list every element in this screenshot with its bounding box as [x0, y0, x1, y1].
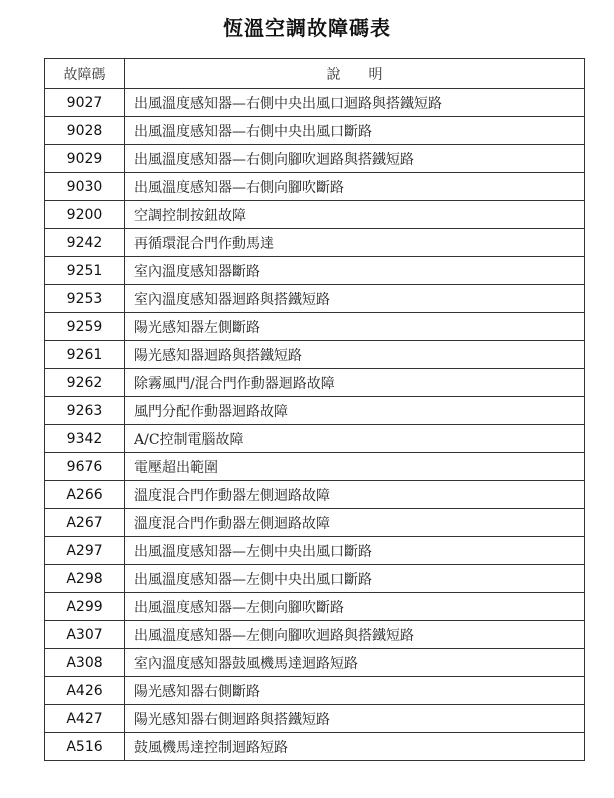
table-row	[45, 593, 585, 621]
table-row	[45, 341, 585, 369]
table-row	[45, 285, 585, 313]
fault-description-cell: 出風溫度感知器—左側中央出風口斷路	[125, 565, 585, 593]
table-header-row	[45, 59, 585, 89]
fault-description-cell: 出風溫度感知器—左側向腳吹斷路	[125, 593, 585, 621]
table-row	[45, 117, 585, 145]
table-row	[45, 453, 585, 481]
table-row	[45, 173, 585, 201]
fault-code-cell: A266	[45, 481, 125, 509]
fault-description-cell: 空調控制按鈕故障	[125, 201, 585, 229]
table-row	[45, 397, 585, 425]
header-code: 故障碼	[45, 59, 125, 89]
fault-code-cell: 9251	[45, 257, 125, 285]
table-row	[45, 649, 585, 677]
table-row	[45, 481, 585, 509]
fault-description-cell: 陽光感知器迴路與搭鐵短路	[125, 341, 585, 369]
fault-code-cell: A307	[45, 621, 125, 649]
fault-description-cell: 室內溫度感知器迴路與搭鐵短路	[125, 285, 585, 313]
fault-code-cell: 9029	[45, 145, 125, 173]
fault-code-cell: 9028	[45, 117, 125, 145]
fault-code-cell: A267	[45, 509, 125, 537]
fault-description-cell: 陽光感知器右側斷路	[125, 677, 585, 705]
page-title: 恆溫空調故障碼表	[223, 16, 391, 40]
fault-code-cell: 9242	[45, 229, 125, 257]
table-row	[45, 229, 585, 257]
fault-description-cell: 出風溫度感知器—左側向腳吹迴路與搭鐵短路	[125, 621, 585, 649]
fault-code-cell: 9676	[45, 453, 125, 481]
fault-description-cell: 陽光感知器右側迴路與搭鐵短路	[125, 705, 585, 733]
table-row	[45, 565, 585, 593]
fault-code-cell: 9263	[45, 397, 125, 425]
fault-code-cell: 9030	[45, 173, 125, 201]
fault-description-cell: 溫度混合門作動器左側迴路故障	[125, 481, 585, 509]
table-row	[45, 705, 585, 733]
fault-description-cell: 陽光感知器左側斷路	[125, 313, 585, 341]
table-row	[45, 369, 585, 397]
table-row	[45, 257, 585, 285]
fault-description-cell: 溫度混合門作動器左側迴路故障	[125, 509, 585, 537]
fault-code-cell: 9259	[45, 313, 125, 341]
fault-description-cell: 出風溫度感知器—右側向腳吹迴路與搭鐵短路	[125, 145, 585, 173]
fault-description-cell: 鼓風機馬達控制迴路短路	[125, 733, 585, 761]
fault-description-cell: 出風溫度感知器—左側中央出風口斷路	[125, 537, 585, 565]
table-row	[45, 201, 585, 229]
fault-code-cell: A427	[45, 705, 125, 733]
fault-code-cell: A516	[45, 733, 125, 761]
table-row	[45, 677, 585, 705]
fault-description-cell: 出風溫度感知器—右側向腳吹斷路	[125, 173, 585, 201]
fault-description-cell: 出風溫度感知器—右側中央出風口迴路與搭鐵短路	[125, 89, 585, 117]
fault-description-cell: 再循環混合門作動馬達	[125, 229, 585, 257]
header-description: 說明	[125, 59, 585, 89]
fault-description-cell: A/C控制電腦故障	[125, 425, 585, 453]
table-row	[45, 733, 585, 761]
fault-code-cell: A426	[45, 677, 125, 705]
table-row	[45, 537, 585, 565]
table-row	[45, 313, 585, 341]
table-row	[45, 425, 585, 453]
fault-code-cell: 9262	[45, 369, 125, 397]
fault-description-cell: 電壓超出範圍	[125, 453, 585, 481]
table-body	[45, 89, 585, 761]
fault-code-cell: A297	[45, 537, 125, 565]
fault-code-cell: 9261	[45, 341, 125, 369]
table-row	[45, 621, 585, 649]
fault-description-cell: 風門分配作動器迴路故障	[125, 397, 585, 425]
fault-code-cell: A298	[45, 565, 125, 593]
fault-code-cell: 9200	[45, 201, 125, 229]
fault-code-cell: A299	[45, 593, 125, 621]
fault-code-cell: A308	[45, 649, 125, 677]
table-row	[45, 145, 585, 173]
fault-description-cell: 室內溫度感知器鼓風機馬達迴路短路	[125, 649, 585, 677]
table-row	[45, 89, 585, 117]
fault-description-cell: 除霧風門/混合門作動器迴路故障	[125, 369, 585, 397]
fault-code-cell: 9253	[45, 285, 125, 313]
fault-description-cell: 出風溫度感知器—右側中央出風口斷路	[125, 117, 585, 145]
fault-description-cell: 室內溫度感知器斷路	[125, 257, 585, 285]
fault-code-table	[44, 58, 585, 761]
table-row	[45, 509, 585, 537]
fault-code-cell: 9027	[45, 89, 125, 117]
fault-code-cell: 9342	[45, 425, 125, 453]
